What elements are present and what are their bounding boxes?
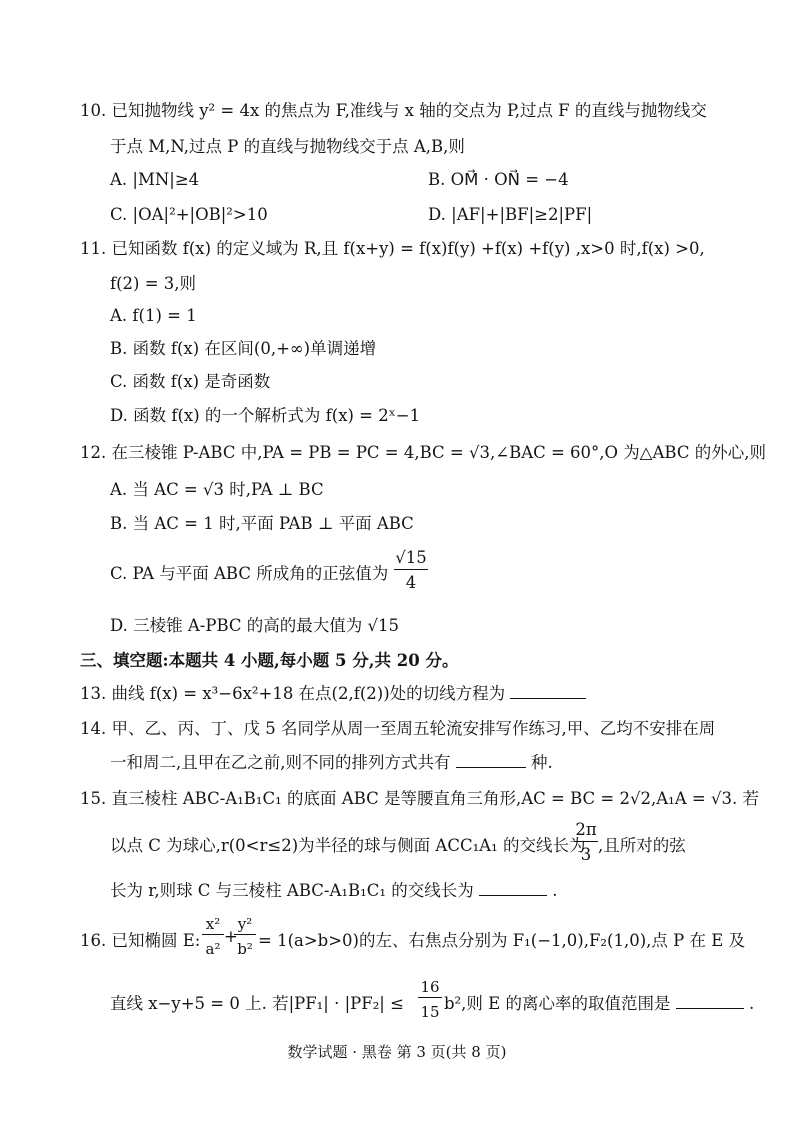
q14-stem-line1: 14. 甲、乙、丙、丁、戊 5 名同学从周一至周五轮流安排写作练习,甲、乙均不安排在周: [80, 719, 716, 738]
q12-option-c-fraction-numerator: √15: [394, 550, 428, 570]
q10-stem-line1: 10. 已知抛物线 y² = 4x 的焦点为 F,准线与 x 轴的交点为 P,过点 F 的直线与抛物线交: [80, 101, 707, 120]
q12-option-a: A. 当 AC = √3 时,PA ⊥ BC: [110, 480, 324, 499]
q16-stem-line1-end: = 1(a>b>0)的左、右焦点分别为 F₁(−1,0),F₂(1,0),点 P 在 E 及: [258, 931, 746, 950]
section-3-heading: 三、填空题:本题共 4 小题,每小题 5 分,共 20 分。: [80, 651, 459, 670]
q10-option-d: D. |AF|+|BF|≥2|PF|: [428, 205, 593, 224]
q16-ellipse-x-numerator: x²: [202, 917, 224, 935]
page-footer: 数学试题 · 黑卷 第 3 页(共 8 页): [287, 1043, 507, 1061]
q14-stem-line2: [110, 755, 553, 772]
q10-option-c: C. |OA|²+|OB|²>10: [110, 205, 268, 224]
q15-fraction-denominator: 3: [580, 845, 592, 864]
q12-stem-line1: 12. 在三棱锥 P-ABC 中,PA = PB = PC = 4,BC = √3,∠BAC = 60°,O 为△ABC 的外心,则: [80, 443, 766, 462]
q16-stem-line1-start: 16. 已知椭圆 E:: [80, 931, 201, 950]
q15-stem-line2-end: ,且所对的弦: [598, 836, 686, 855]
q14-stem-line2-end: 种.: [531, 753, 553, 772]
q12-option-c-fraction-denominator: 4: [405, 573, 417, 592]
q16-ellipse-y-denominator: b²: [237, 940, 253, 958]
q11-option-d: D. 函数 f(x) 的一个解析式为 f(x) = 2ˣ−1: [110, 406, 421, 425]
q16-ellipse-y-numerator: y²: [234, 917, 256, 935]
q15-answer-blank: [479, 883, 547, 896]
q16-stem-line2-text: 直线 x−y+5 = 0 上. 若|PF₁| · |PF₂| ≤: [110, 994, 404, 1013]
q15-stem-line2-text: 以点 C 为球心,r(0<r≤2)为半径的球与侧面 ACC₁A₁ 的交线长为: [110, 836, 586, 855]
q12-option-c-text: C. PA 与平面 ABC 所成角的正弦值为: [110, 564, 389, 583]
q15-stem-line3-text: 长为 r,则球 C 与三棱柱 ABC-A₁B₁C₁ 的交线长为: [110, 881, 474, 900]
q16-coefficient-numerator: 16: [418, 980, 442, 998]
q14-answer-blank: [456, 755, 526, 768]
q10-stem-line2: 于点 M,N,过点 P 的直线与抛物线交于点 A,B,则: [110, 137, 465, 156]
q16-coefficient-denominator: 15: [420, 1003, 440, 1021]
q10-option-a: A. |MN|≥4: [110, 170, 200, 189]
q13-stem-text: 13. 曲线 f(x) = x³−6x²+18 在点(2,f(2))处的切线方程为: [80, 684, 506, 703]
q15-stem-line1: 15. 直三棱柱 ABC-A₁B₁C₁ 的底面 ABC 是等腰直角三角形,AC = BC = 2√2,A₁A = √3. 若: [80, 789, 759, 808]
q11-option-a: A. f(1) = 1: [110, 306, 197, 325]
q16-answer-blank: [676, 996, 744, 1009]
q11-stem-line2: f(2) = 3,则: [110, 274, 197, 293]
q11-stem-line1: 11. 已知函数 f(x) 的定义域为 R,且 f(x+y) = f(x)f(y) +f(x) +f(y) ,x>0 时,f(x) >0,: [80, 239, 705, 258]
q12-option-d: D. 三棱锥 A-PBC 的高的最大值为 √15: [110, 616, 400, 635]
q16-ellipse-plus: +: [224, 927, 238, 946]
q10-option-b: B. OM⃗ · ON⃗ = −4: [428, 170, 569, 189]
q14-stem-line2-text: 一和周二,且甲在乙之前,则不同的排列方式共有: [110, 753, 451, 772]
q16-ellipse-x-denominator: a²: [205, 940, 221, 958]
q15-stem-line3: [110, 883, 557, 900]
q16-stem-line2-period: .: [748, 994, 755, 1013]
q16-stem-line2-end: [444, 996, 754, 1013]
q16-stem-line2-end-text: b²,则 E 的离心率的取值范围是: [444, 994, 671, 1013]
q15-stem-line3-end: .: [552, 881, 558, 900]
q13-answer-blank: [510, 686, 586, 699]
q13-stem: [80, 686, 586, 703]
q15-fraction-numerator: 2π: [574, 822, 598, 842]
q12-option-b: B. 当 AC = 1 时,平面 PAB ⊥ 平面 ABC: [110, 514, 414, 533]
q11-option-b: B. 函数 f(x) 在区间(0,+∞)单调递增: [110, 339, 377, 358]
q11-option-c: C. 函数 f(x) 是奇函数: [110, 372, 271, 391]
